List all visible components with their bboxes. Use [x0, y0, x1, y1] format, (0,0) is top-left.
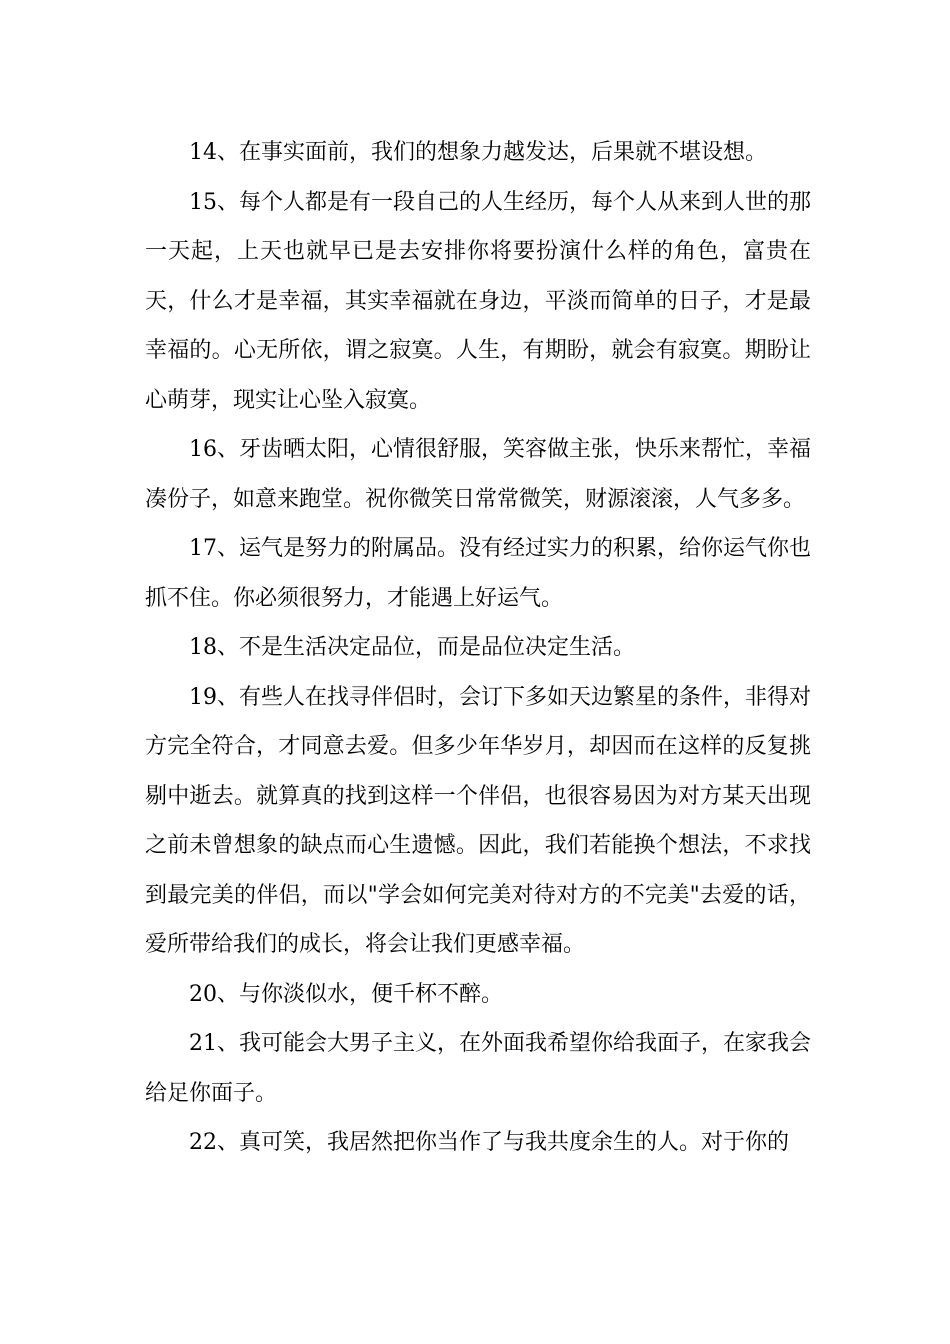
- paragraph-22: 22、真可笑，我居然把你当作了与我共度余生的人。对于你的: [189, 1130, 789, 1155]
- paragraph-19: 19、有些人在找寻伴侣时，会订下多如天边繁星的条件，非得对方完全符合，才同意去爱。但多少年华岁月，却因而在这样的反复挑剔中逝去。就算真的找到这样一个伴侣，也很容易因为对方某天出现之前未曾想象的缺点而心生遗憾。因此，我们若能换个想法，不求找到最完美的伴侣，而以"学会如何完美对待对方的不完美"去爱的话，爱所带给我们的成长，将会让我们更感幸福。: [145, 684, 811, 957]
- paragraph-17: 17、运气是努力的附属品。没有经过实力的积累，给你运气你也抓不住。你必须很努力，才能遇上好运气。: [145, 536, 811, 611]
- document-body: [145, 128, 811, 1168]
- paragraph-20: 20、与你淡似水，便千杯不醉。: [189, 981, 503, 1007]
- paragraph-21: 21、我可能会大男子主义，在外面我希望你给我面子，在家我会给足你面子。: [145, 1031, 811, 1106]
- paragraph-15: 15、每个人都是有一段自己的人生经历，每个人从来到人世的那一天起，上天也就早已是去安排你将要扮演什么样的角色，富贵在天，什么才是幸福，其实幸福就在身边，平淡而简单的日子，才是最幸福的。心无所依，谓之寂寞。人生，有期盼，就会有寂寞。期盼让心萌芽，现实让心坠入寂寞。: [145, 189, 811, 413]
- paragraph-18: 18、不是生活决定品位，而是品位决定生活。: [189, 635, 635, 660]
- paragraph-14: 14、在事实面前，我们的想象力越发达，后果就不堪设想。: [189, 140, 767, 165]
- paragraph-16: 16、牙齿晒太阳，心情很舒服，笑容做主张，快乐来帮忙，幸福凑份子，如意来跑堂。祝你微笑日常常微笑，财源滚滚，人气多多。: [145, 437, 811, 512]
